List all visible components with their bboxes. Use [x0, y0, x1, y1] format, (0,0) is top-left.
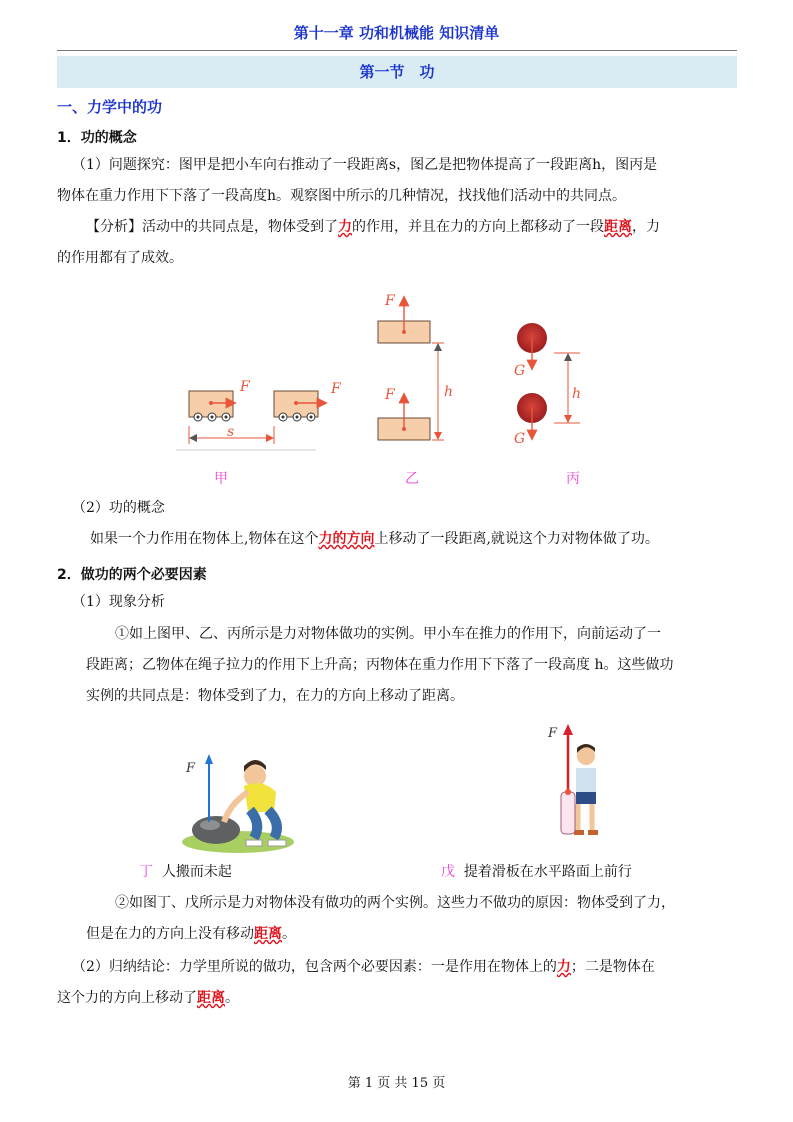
paragraph-inquiry-line1: （1）问题探究：图甲是把小车向右推动了一段距离s，图乙是把物体提高了一段距离h，图丙是 [72, 157, 658, 173]
force-label-yi-top: F [385, 293, 395, 309]
caption-ding [139, 857, 232, 888]
answer-distance: 距离 [604, 219, 632, 235]
figure-label-bing: 丙 [566, 471, 580, 487]
figure-label-yi: 乙 [405, 471, 419, 487]
section-title-bar: 第一节 功 [57, 56, 737, 88]
conclusion-line2-pre: 这个力的方向上移动了 [57, 990, 197, 1006]
document-title: 第十一章 功和机械能 知识清单 [293, 24, 500, 42]
no-work-text-pre: 但是在力的方向上没有移动 [86, 926, 254, 942]
distance-label-s: s [227, 424, 235, 440]
analysis-text-mid: 的作用，并且在力的方向上都移动了一段 [352, 219, 604, 235]
heading-concept-of-work: 1．功的概念 [57, 130, 137, 146]
heading-mechanical-work: 一、力学中的功 [57, 98, 163, 116]
conclusion-line2 [57, 983, 239, 1014]
height-label-yi: h [444, 384, 454, 400]
heading-phenomenon-analysis: （1）现象分析 [72, 594, 165, 610]
conclusion-text-post: ；二是物体在 [570, 959, 655, 975]
ball-diagram-bing [514, 323, 581, 447]
definition-text-post: 上移动了一段距离,就说这个力对物体做了功。 [374, 531, 659, 547]
answer-force: 力 [338, 219, 352, 235]
title-divider [57, 50, 737, 51]
caption-wu [441, 857, 632, 888]
heading-definition-of-work: （2）功的概念 [72, 500, 165, 516]
paragraph-inquiry-line2: 物体在重力作用下下落了一段高度h。观察图中所示的几种情况，找找他们活动中的共同点。 [57, 188, 627, 204]
force-label-yi-bottom: F [385, 387, 395, 403]
conclusion-line1 [72, 952, 655, 983]
conclusion-line2-post: 。 [225, 990, 239, 1006]
no-work-line2 [86, 919, 296, 950]
figure-label-ding: 丁 [139, 864, 153, 880]
analysis-text-pre: 【分析】活动中的共同点是，物体受到了 [86, 219, 338, 235]
gravity-label-bing-bottom: G [514, 431, 526, 447]
figure-wu-carrying-skateboard [546, 722, 604, 844]
force-label-ding: F [186, 761, 196, 776]
heading-two-factors: 2．做功的两个必要因素 [57, 567, 207, 583]
answer-distance-3: 距离 [197, 990, 225, 1006]
figure-label-wu: 戊 [441, 864, 455, 880]
analysis-example-line2: 段距离；乙物体在绳子拉力的作用下上升高；丙物体在重力作用下下落了一段高度 h。这些做功 [86, 657, 674, 673]
block-diagram-yi [378, 293, 453, 440]
answer-force-direction: 力的方向 [318, 531, 375, 547]
figure-label-jia: 甲 [214, 471, 228, 487]
definition-line [90, 524, 659, 555]
figure-ding-lifting-rock [178, 752, 296, 856]
conclusion-text-pre: （2）归纳结论：力学里所说的做功，包含两个必要因素：一是作用在物体上的 [72, 959, 557, 975]
gravity-label-bing-top: G [514, 363, 526, 379]
analysis-example-line3: 实例的共同点是：物体受到了力，在力的方向上移动了距离。 [86, 688, 464, 704]
no-work-text-post: 。 [282, 926, 296, 942]
force-label-jia-1: F [240, 379, 250, 395]
no-work-line1: ②如图丁、戊所示是力对物体没有做功的两个实例。这些力不做功的原因：物体受到了力， [115, 895, 675, 911]
definition-text-pre: 如果一个力作用在物体上,物体在这个 [90, 531, 319, 547]
cart-diagram-jia [176, 379, 342, 450]
analysis-line2: 的作用都有了成效。 [57, 250, 183, 266]
caption-ding-text: 人搬而未起 [161, 864, 232, 880]
figure-work-examples [176, 286, 636, 458]
answer-force-2: 力 [556, 959, 571, 975]
analysis-line1 [86, 212, 660, 243]
page-footer: 第 1 页 共 15 页 [347, 1076, 446, 1091]
height-label-bing: h [572, 386, 582, 402]
force-label-wu: F [548, 726, 558, 741]
caption-wu-text: 提着滑板在水平路面上前行 [463, 864, 632, 880]
force-label-jia-2: F [331, 381, 341, 397]
answer-distance-2: 距离 [254, 926, 282, 942]
analysis-text-post: ，力 [632, 219, 660, 235]
analysis-example-line1: ①如上图甲、乙、丙所示是力对物体做功的实例。甲小车在推力的作用下，向前运动了一 [115, 626, 661, 642]
